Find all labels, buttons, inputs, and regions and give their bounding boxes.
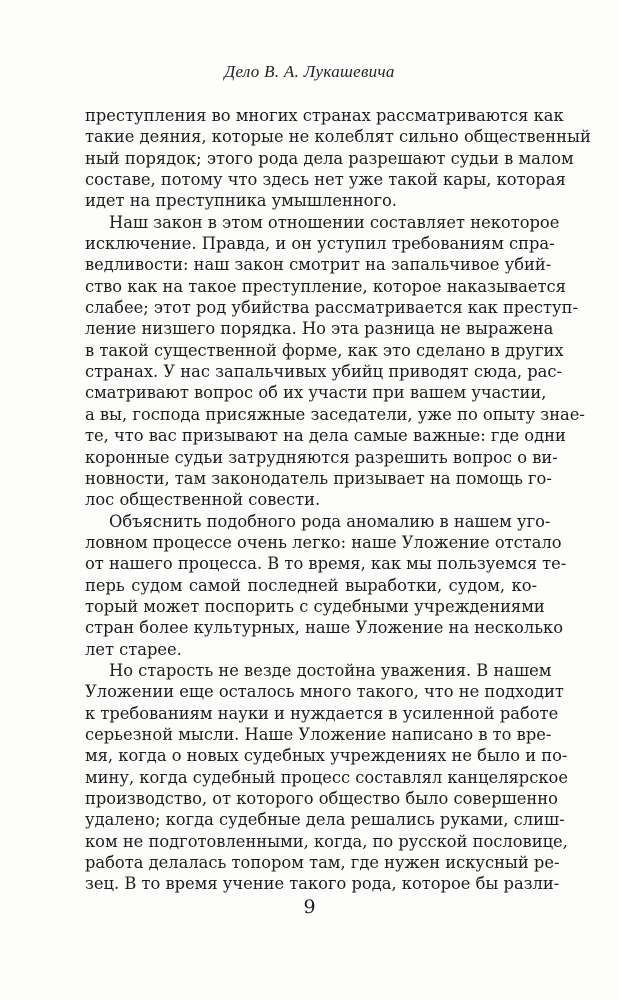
text-line: ком не подготовленными, когда, по русской пословице, bbox=[85, 831, 568, 851]
paragraph bbox=[85, 511, 567, 660]
text-line: ление низшего порядка. Но эта разница не выражена bbox=[85, 319, 554, 339]
text-line: Но старость не везде достойна уважения. В нашем bbox=[109, 660, 552, 680]
text-line: новности, там законодатель призывает на помощь го- bbox=[85, 468, 552, 488]
text-line: такие деяния, которые не колеблят сильно общественный bbox=[85, 127, 591, 147]
text-line: в такой существенной форме, как это сделано в других bbox=[85, 340, 564, 360]
text-line: ный порядок; этого рода дела разрешают судьи в малом bbox=[85, 148, 574, 168]
text-line: торый может поспорить с судебными учреждениями bbox=[85, 596, 545, 616]
text-line: сматривают вопрос об их участи при вашем участии, bbox=[85, 383, 547, 403]
body-text bbox=[85, 105, 591, 895]
running-header: Дело В. А. Лукашевича bbox=[224, 62, 395, 81]
text-line: а вы, господа присяжные заседатели, уже по опыту знае- bbox=[85, 404, 585, 424]
text-line: к требованиям науки и нуждается в усиленной работе bbox=[85, 703, 559, 723]
text-line: те, что вас призывают на дела самые важные: где одни bbox=[85, 426, 566, 446]
page-number: 9 bbox=[303, 896, 316, 918]
text-line: производство, от которого общество было совершенно bbox=[85, 789, 558, 808]
text-line: Объяснить подобного рода аномалию в нашем уго- bbox=[109, 511, 551, 531]
text-line: мину, когда судебный процесс составлял канцелярское bbox=[85, 767, 568, 787]
text-line: перь судом самой последней выработки, судом, ко- bbox=[85, 575, 537, 595]
text-line: ведливости: наш закон смотрит на запальчивое убий- bbox=[85, 255, 552, 275]
text-line: Наш закон в этом отношении составляет некоторое bbox=[109, 212, 560, 232]
paragraph bbox=[85, 212, 585, 511]
paragraph bbox=[85, 105, 591, 212]
text-line: преступления во многих странах рассматриваются как bbox=[85, 106, 564, 125]
text-line: стран более культурных, наше Уложение на несколько bbox=[85, 618, 564, 638]
text-line: лет старее. bbox=[85, 639, 182, 659]
text-line: исключение. Правда, и он уступил требованиям спра- bbox=[85, 234, 555, 254]
text-line: ловном процессе очень легко: наше Уложение отстало bbox=[85, 532, 562, 552]
text-line: лос общественной совести. bbox=[85, 490, 321, 510]
text-line: работа делалась топором там, где нужен искусный ре- bbox=[85, 853, 560, 873]
text-line: серьезной мысли. Наше Уложение написано в то вре- bbox=[85, 724, 552, 744]
text-line: ство как на такое преступление, которое наказывается bbox=[85, 276, 566, 296]
text-line: составе, потому что здесь нет уже такой кары, которая bbox=[85, 170, 566, 190]
text-line: идет на преступника умышленного. bbox=[85, 191, 397, 211]
paragraph bbox=[85, 660, 568, 895]
text-line: удалено; когда судебные дела решались руками, слиш- bbox=[85, 810, 565, 830]
text-line: слабее; этот род убийства рассматривается как преступ- bbox=[85, 298, 578, 318]
text-line: странах. У нас запальчивых убийц приводят сюда, рас- bbox=[85, 362, 563, 382]
text-line: мя, когда о новых судебных учреждениях не было и по- bbox=[85, 746, 568, 766]
text-line: Уложении еще осталось много такого, что не подходит bbox=[85, 682, 564, 702]
text-line: от нашего процесса. В то время, как мы пользуемся те- bbox=[85, 554, 567, 574]
text-line: зец. В то время учение такого рода, которое бы разли- bbox=[85, 874, 560, 894]
text-line: коронные судьи затрудняются разрешить вопрос о ви- bbox=[85, 447, 558, 467]
